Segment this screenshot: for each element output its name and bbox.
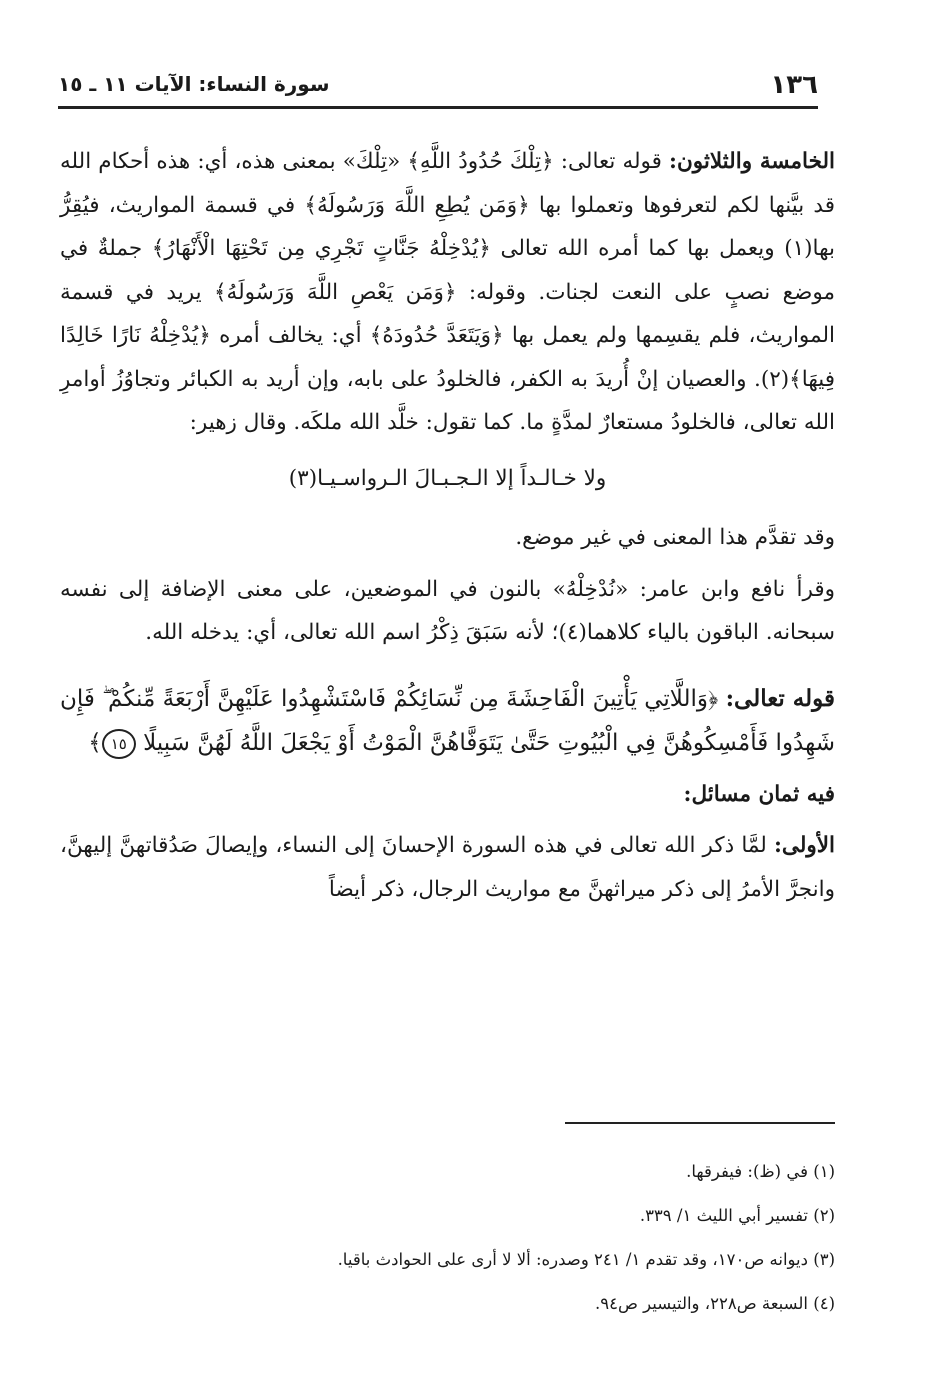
running-title: سورة النساء: الآيات ١١ ـ ١٥ xyxy=(58,72,330,96)
verse-number-marker: ١٥ xyxy=(102,729,136,759)
section-heading: فيه ثمان مسائل: xyxy=(683,781,835,807)
paragraph-text: قوله تعالى: ﴿تِلْكَ حُدُودُ اللَّهِ﴾ «تِلْكَ» بمعنى هذه، أي: هذه أحكام الله قد بيَّنها لكم لتعرفوها وتعملوا بها ﴿وَمَن يُطِعِ اللَّهَ وَرَسُولَهُ﴾ في قسمة المواريث، فيُقِرُّ بها(١) ويعمل بها كما أمره الله تعالى ﴿يُدْخِلْهُ جَنَّاتٍ تَجْرِي مِن تَحْتِهَا الْأَنْهَارُ﴾ جملةٌ في موضع نصبٍ على النعت لجنات. وقوله: ﴿وَمَن يَعْصِ اللَّهَ وَرَسُولَهُ﴾ يريد في قسمة المواريث، فلم يقسِمها ولم يعمل بها ﴿وَيَتَعَدَّ حُدُودَهُ﴾ أي: يخالف أمره ﴿يُدْخِلْهُ نَارًا خَالِدًا فِيهَا﴾(٢). والعصيان إنْ أُريدَ به الكفر، فالخلودُ على بابه، وإن أريد به الكبائر وتجاوُزُ أوامرِ الله تعالى، فالخلودُ مستعارٌ لمدَّةٍ ما. كما تقول: خلَّد الله ملكَه. وقال زهير: xyxy=(60,149,835,435)
main-text xyxy=(60,140,835,911)
footnote-2: (٢) تفسير أبي الليث ١/ ٣٣٩. xyxy=(639,1206,835,1225)
issue-label-first: الأولى: xyxy=(773,833,835,858)
footnote-4: (٤) السبعة ص٢٢٨، والتيسير ص٩٤. xyxy=(595,1294,835,1313)
paragraph-readings: وقرأ نافع وابن عامر: «نُدْخِلْهُ» بالنون في الموضعين، على معنى الإضافة إلى نفسه سبحانه. الباقون بالياء كلاهما(٤)؛ لأنه سَبَقَ ذِكْرُ اسم الله تعالى، أي: يدخله الله. xyxy=(60,576,835,645)
footnote-1: (١) في (ظ): فيفرقها. xyxy=(686,1162,835,1181)
quran-verse-block xyxy=(60,677,835,765)
issue-label: الخامسة والثلاثون: xyxy=(669,149,835,174)
paragraph-first-issue xyxy=(60,824,835,911)
verse-label: قوله تعالى: xyxy=(725,684,835,712)
verse-text: ﴿وَاللَّاتِي يَأْتِينَ الْفَاحِشَةَ مِن نِّسَائِكُمْ فَاسْتَشْهِدُوا عَلَيْهِنَّ أَرْبَعَةً مِّنكُمْ ۖ فَإِن شَهِدُوا فَأَمْسِكُوهُنَّ فِي الْبُيُوتِ حَتَّىٰ يَتَوَفَّاهُنَّ الْمَوْتُ أَوْ يَجْعَلَ اللَّهُ لَهُنَّ سَبِيلًا xyxy=(60,685,835,756)
page-header xyxy=(58,66,818,109)
footnote-divider xyxy=(565,1122,835,1124)
verse-close-bracket: ﴾ xyxy=(88,729,102,756)
paragraph-text-4: لمَّا ذكر الله تعالى في هذه السورة الإحسانَ إلى النساء، وإيصالَ صَدُقاتهنَّ إليهنَّ، وانجرَّ الأمرُ إلى ذكر ميراثهنَّ مع مواريث الرجال، ذكر أيضاً xyxy=(60,833,835,902)
poem-verse: ولا خـالـداً إلا الـجـبـالَ الـرواسـيـا(٣) xyxy=(288,465,607,491)
paragraph-text-2: وقد تقدَّم هذا المعنى في غير موضع. xyxy=(515,525,835,550)
footnotes xyxy=(60,1150,835,1326)
footnote-3: (٣) ديوانه ص١٧٠، وقد تقدم ١/ ٢٤١ وصدره: ألا لا أرى على الحوادث باقيا. xyxy=(337,1250,835,1269)
page-number: ١٣٦ xyxy=(770,70,818,100)
paragraph-35 xyxy=(60,140,835,445)
